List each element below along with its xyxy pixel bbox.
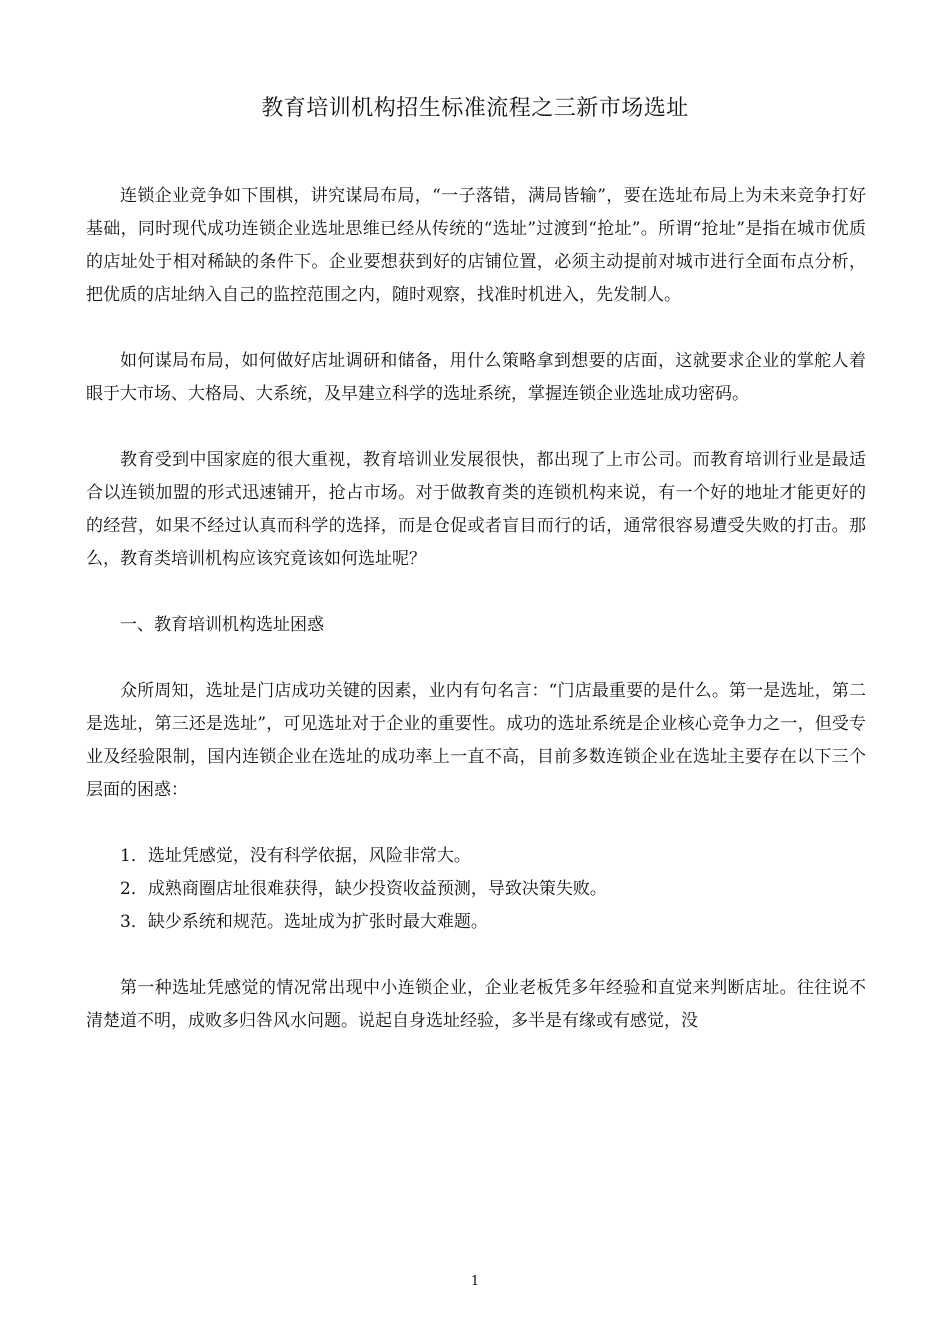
list-item: 3．缺少系统和规范。选址成为扩张时最大难题。 xyxy=(120,912,488,932)
paragraph-intuition-selection: 第一种选址凭感觉的情况常出现中小连锁企业，企业老板凭多年经验和直觉来判断店址。往往说不清楚道不明，成败多归咎风水问题。说起自身选址经验，多半是有缘或有感觉，没 xyxy=(86,978,866,1031)
paragraph-spacer xyxy=(86,939,866,972)
paragraph-site-selection-importance: 众所周知，选址是门店成功关键的因素，业内有句名言：“门店最重要的是什么。第一是选址，第二是选址，第三还是选址”，可见选址对于企业的重要性。成功的选址系统是企业核心竞争力之一，但受专业及经验限制，国内连锁企业在选址的成功率上一直不高，目前多数连锁企业在选址主要存在以下三个层面的困惑： xyxy=(86,681,866,800)
document-body xyxy=(86,180,866,1038)
section-heading: 一、教育培训机构选址困惑 xyxy=(120,615,324,635)
paragraph-spacer xyxy=(86,312,866,345)
document-title: 教育培训机构招生标准流程之三新市场选址 xyxy=(261,96,689,121)
paragraph-intro: 连锁企业竞争如下围棋，讲究谋局布局，“一子落错，满局皆输”，要在选址布局上为未来竞争打好基础，同时现代成功连锁企业选址思维已经从传统的“选址”过渡到“抢址”。所谓“抢址”是指在城市优质的店址处于相对稀缺的条件下。企业要想获到好的店铺位置，必须主动提前对城市进行全面布点分析，把优质的店址纳入自己的监控范围之内，随时观察，找准时机进入，先发制人。 xyxy=(86,186,866,305)
page-number: 1 xyxy=(470,1274,480,1289)
paragraph-spacer xyxy=(86,807,866,840)
paragraph-spacer xyxy=(86,576,866,609)
list-item: 1．选址凭感觉，没有科学依据，风险非常大。 xyxy=(120,846,471,866)
paragraph-spacer xyxy=(86,642,866,675)
confusion-list xyxy=(86,840,866,939)
paragraph-education-industry: 教育受到中国家庭的很大重视，教育培训业发展很快，都出现了上市公司。而教育培训行业是最适合以连锁加盟的形式迅速铺开，抢占市场。对于做教育类的连锁机构来说，有一个好的地址才能更好的的经营，如果不经过认真而科学的选择，而是仓促或者盲目而行的话，通常很容易遭受失败的打击。那么，教育类培训机构应该究竟该如何选址呢？ xyxy=(86,450,866,569)
paragraph-layout-strategy: 如何谋局布局，如何做好店址调研和储备，用什么策略拿到想要的店面，这就要求企业的掌舵人着眼于大市场、大格局、大系统，及早建立科学的选址系统，掌握连锁企业选址成功密码。 xyxy=(86,351,866,404)
paragraph-spacer xyxy=(86,411,866,444)
list-item: 2．成熟商圈店址很难获得，缺少投资收益预测，导致决策失败。 xyxy=(120,879,607,899)
